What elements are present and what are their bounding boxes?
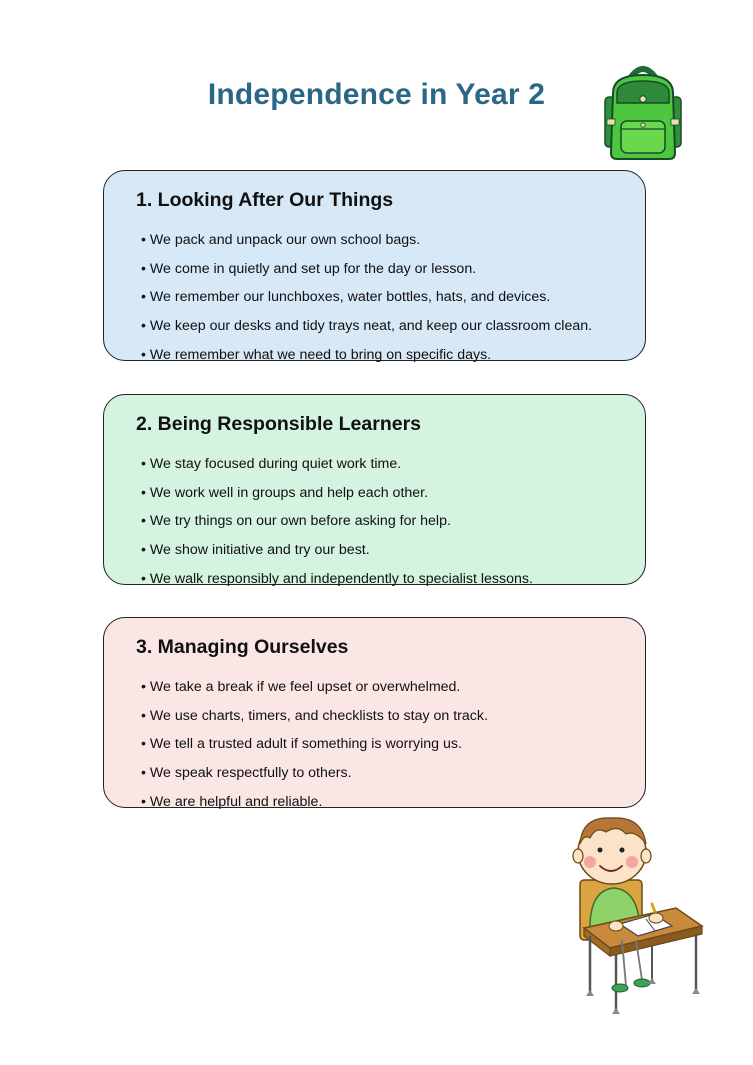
bullet-list [141,226,592,370]
list-item: • We remember our lunchboxes, water bottles, hats, and devices. [141,283,592,312]
section-being-responsible-learners [103,394,646,585]
list-item: • We come in quietly and set up for the day or lesson. [141,255,592,284]
list-item: • We use charts, timers, and checklists to stay on track. [141,702,488,731]
section-heading: 3. Managing Ourselves [136,636,349,658]
list-item: • We keep our desks and tidy trays neat, and keep our classroom clean. [141,312,592,341]
list-item: • We pack and unpack our own school bags. [141,226,592,255]
section-heading: 2. Being Responsible Learners [136,413,422,435]
student-at-desk-illustration [556,808,706,1023]
section-heading: 1. Looking After Our Things [136,189,394,211]
backpack-illustration [603,63,683,163]
bullet-list [141,450,533,594]
list-item: • We remember what we need to bring on specific days. [141,341,592,370]
list-item: • We are helpful and reliable. [141,788,488,817]
bullet-list [141,673,488,817]
list-item: • We tell a trusted adult if something is worrying us. [141,730,488,759]
list-item: • We speak respectfully to others. [141,759,488,788]
list-item: • We take a break if we feel upset or overwhelmed. [141,673,488,702]
list-item: • We try things on our own before asking for help. [141,507,533,536]
list-item: • We work well in groups and help each other. [141,479,533,508]
list-item: • We stay focused during quiet work time. [141,450,533,479]
page-title: Independence in Year 2 [207,78,546,111]
list-item: • We walk responsibly and independently to specialist lessons. [141,565,533,594]
section-looking-after-our-things [103,170,646,361]
list-item: • We show initiative and try our best. [141,536,533,565]
section-managing-ourselves [103,617,646,808]
